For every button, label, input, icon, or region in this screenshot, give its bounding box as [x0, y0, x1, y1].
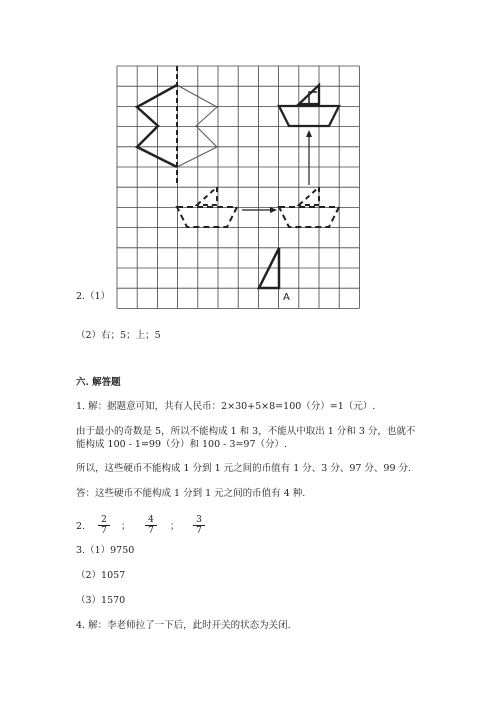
right-arrow-head [270, 207, 277, 213]
boat-right-sail-dashed [299, 187, 319, 205]
answer-4: 4. 解：李老师拉了一下后，此时开关的状态为关闭. [76, 620, 291, 631]
right-star-outline [177, 85, 217, 167]
boat-right-hull-dashed [279, 207, 339, 227]
fraction-1-denominator: 7 [101, 526, 107, 536]
boat-left-hull-dashed [177, 207, 237, 227]
answer-3-part-1: 3.（1）9750 [76, 545, 135, 556]
fraction-2-numerator: 4 [145, 515, 157, 526]
answer-2-separator-1: ； [121, 521, 131, 532]
answer-1-line-2: 由于最小的奇数是 5，所以不能构成 1 和 3，不能从中取出 1 分和 3 分，也就不 [76, 426, 416, 437]
fraction-3 [193, 515, 205, 536]
grid-corner-label: A [283, 292, 290, 303]
fraction-3-numerator: 3 [193, 515, 205, 526]
fraction-2 [145, 515, 157, 536]
fraction-2-denominator: 7 [148, 526, 154, 536]
fraction-1 [98, 515, 110, 536]
section-title: 六. 解答题 [76, 377, 121, 388]
grid-lines [117, 66, 359, 308]
answer-2-separator-2: ； [170, 521, 180, 532]
fraction-3-denominator: 7 [196, 526, 202, 536]
answer-2-label: 2. [76, 521, 86, 532]
q2-part2: （2）右；5；上；5 [76, 330, 161, 341]
fraction-1-numerator: 2 [98, 515, 110, 526]
up-arrow-head [306, 130, 312, 137]
answer-3-part-2: （2）1057 [76, 570, 126, 581]
answer-1-line-3: 能构成 100 - 1=99（分）和 100 - 3=97（分）. [76, 439, 288, 450]
answer-1-line-1: 1. 解：据题意可知，共有人民币：2×30+5×8=100（分）=1（元）. [76, 401, 376, 412]
answer-3-part-3: （3）1570 [76, 595, 126, 606]
q2-label: 2.（1） [76, 291, 111, 302]
answer-1-line-4: 所以，这些硬币不能构成 1 分到 1 元之间的币值有 1 分、3 分、97 分、99 分. [76, 463, 412, 474]
boat-top-hull [279, 106, 339, 126]
answer-1-line-5: 答：这些硬币不能构成 1 分到 1 元之间的币值有 4 种. [76, 488, 306, 499]
boat-left-sail-dashed [197, 187, 217, 205]
